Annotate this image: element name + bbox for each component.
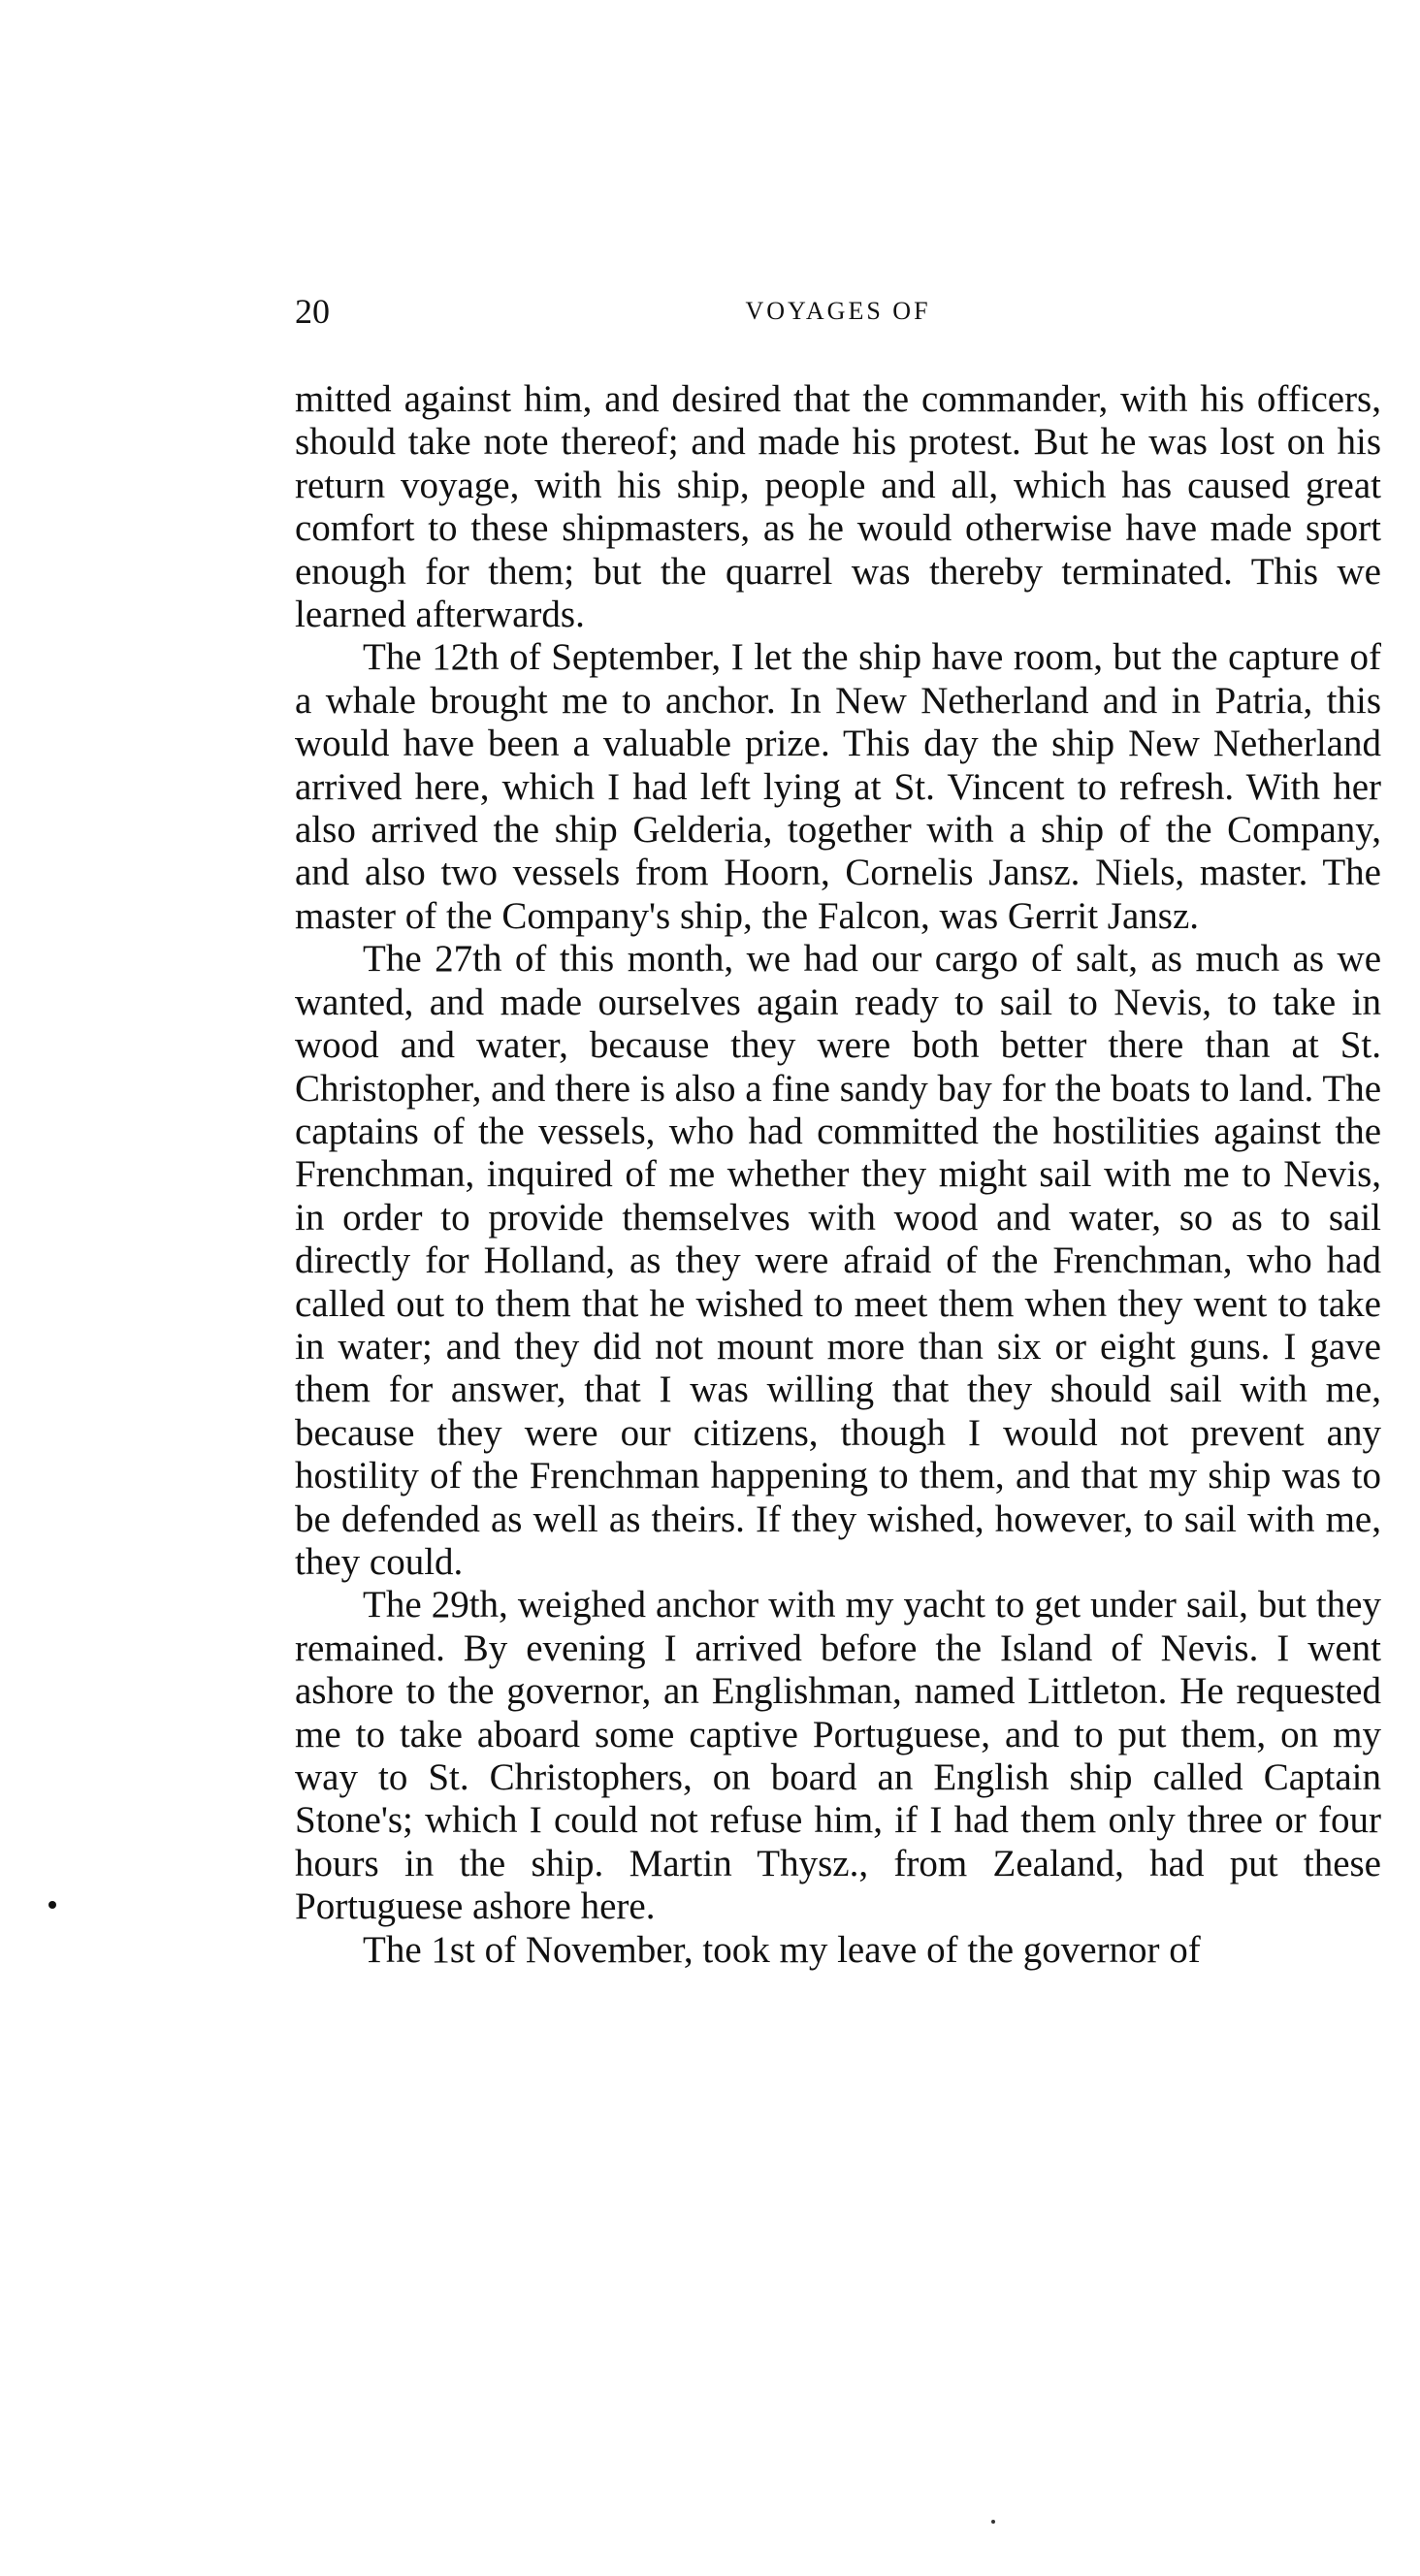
footer-ink-dot [991, 2520, 995, 2524]
paragraph-september-27: The 27th of this month, we had our cargo of salt, as much as we wanted, and made ourselves again ready to sail to Nevis, to take in wood and water, because they were both better there than at St. Christopher, and there is also a fine sandy bay for the boats to land. The captains of the vessels, who had committed the hostilities against the Frenchman, inquired of me whether they might sail with me to Nevis, in order to provide themselves with wood and water, so as to sail directly for Holland, as they were afraid of the Frenchman, who had called out to them that he wished to meet them when they went to take in water; and they did not mount more than six or eight guns. I gave them for answer, that I was willing that they should sail with me, because they were our citizens, though I would not prevent any hostility of the Frenchman happening to them, and that my ship was to be defended as well as theirs. If they wished, however, to sail with me, they could. [295, 938, 1381, 1583]
page-header [295, 291, 1381, 339]
paragraph-november-1: The 1st of November, took my leave of the governor of [363, 1928, 1201, 1971]
margin-ink-mark [48, 1901, 56, 1909]
page-number: 20 [295, 292, 330, 331]
body-text [295, 378, 1381, 1972]
paragraph-september-12: The 12th of September, I let the ship have room, but the capture of a whale brought me to anchor. In New Netherland and in Patria, this would have been a valuable prize. This day the ship New Netherland arrived here, which I had left lying at St. Vincent to refresh. With her also arrived the ship Gelderia, together with a ship of the Company, and also two vessels from Hoorn, Cornelis Jansz. Niels, master. The master of the Company's ship, the Falcon, was Gerrit Jansz. [295, 636, 1381, 937]
paragraph-september-29: The 29th, weighed anchor with my yacht to get under sail, but they remained. By evening I arrived before the Island of Nevis. I went ashore to the governor, an Englishman, named Littleton. He requested me to take aboard some captive Portuguese, and to put them, on my way to St. Christophers, on board an English ship called Captain Stone's; which I could not refuse him, if I had them only three or four hours in the ship. Martin Thysz., from Zealand, had put these Portuguese ashore here. [295, 1584, 1381, 1928]
paragraph-continued: mitted against him, and desired that the commander, with his officers, should take note thereof; and made his protest. But he was lost on his return voyage, with his ship, people and all, which has caused great comfort to these shipmasters, as he would otherwise have made sport enough for them; but the quarrel was thereby terminated. This we learned afterwards. [295, 378, 1381, 636]
running-head: VOYAGES OF [745, 297, 931, 325]
